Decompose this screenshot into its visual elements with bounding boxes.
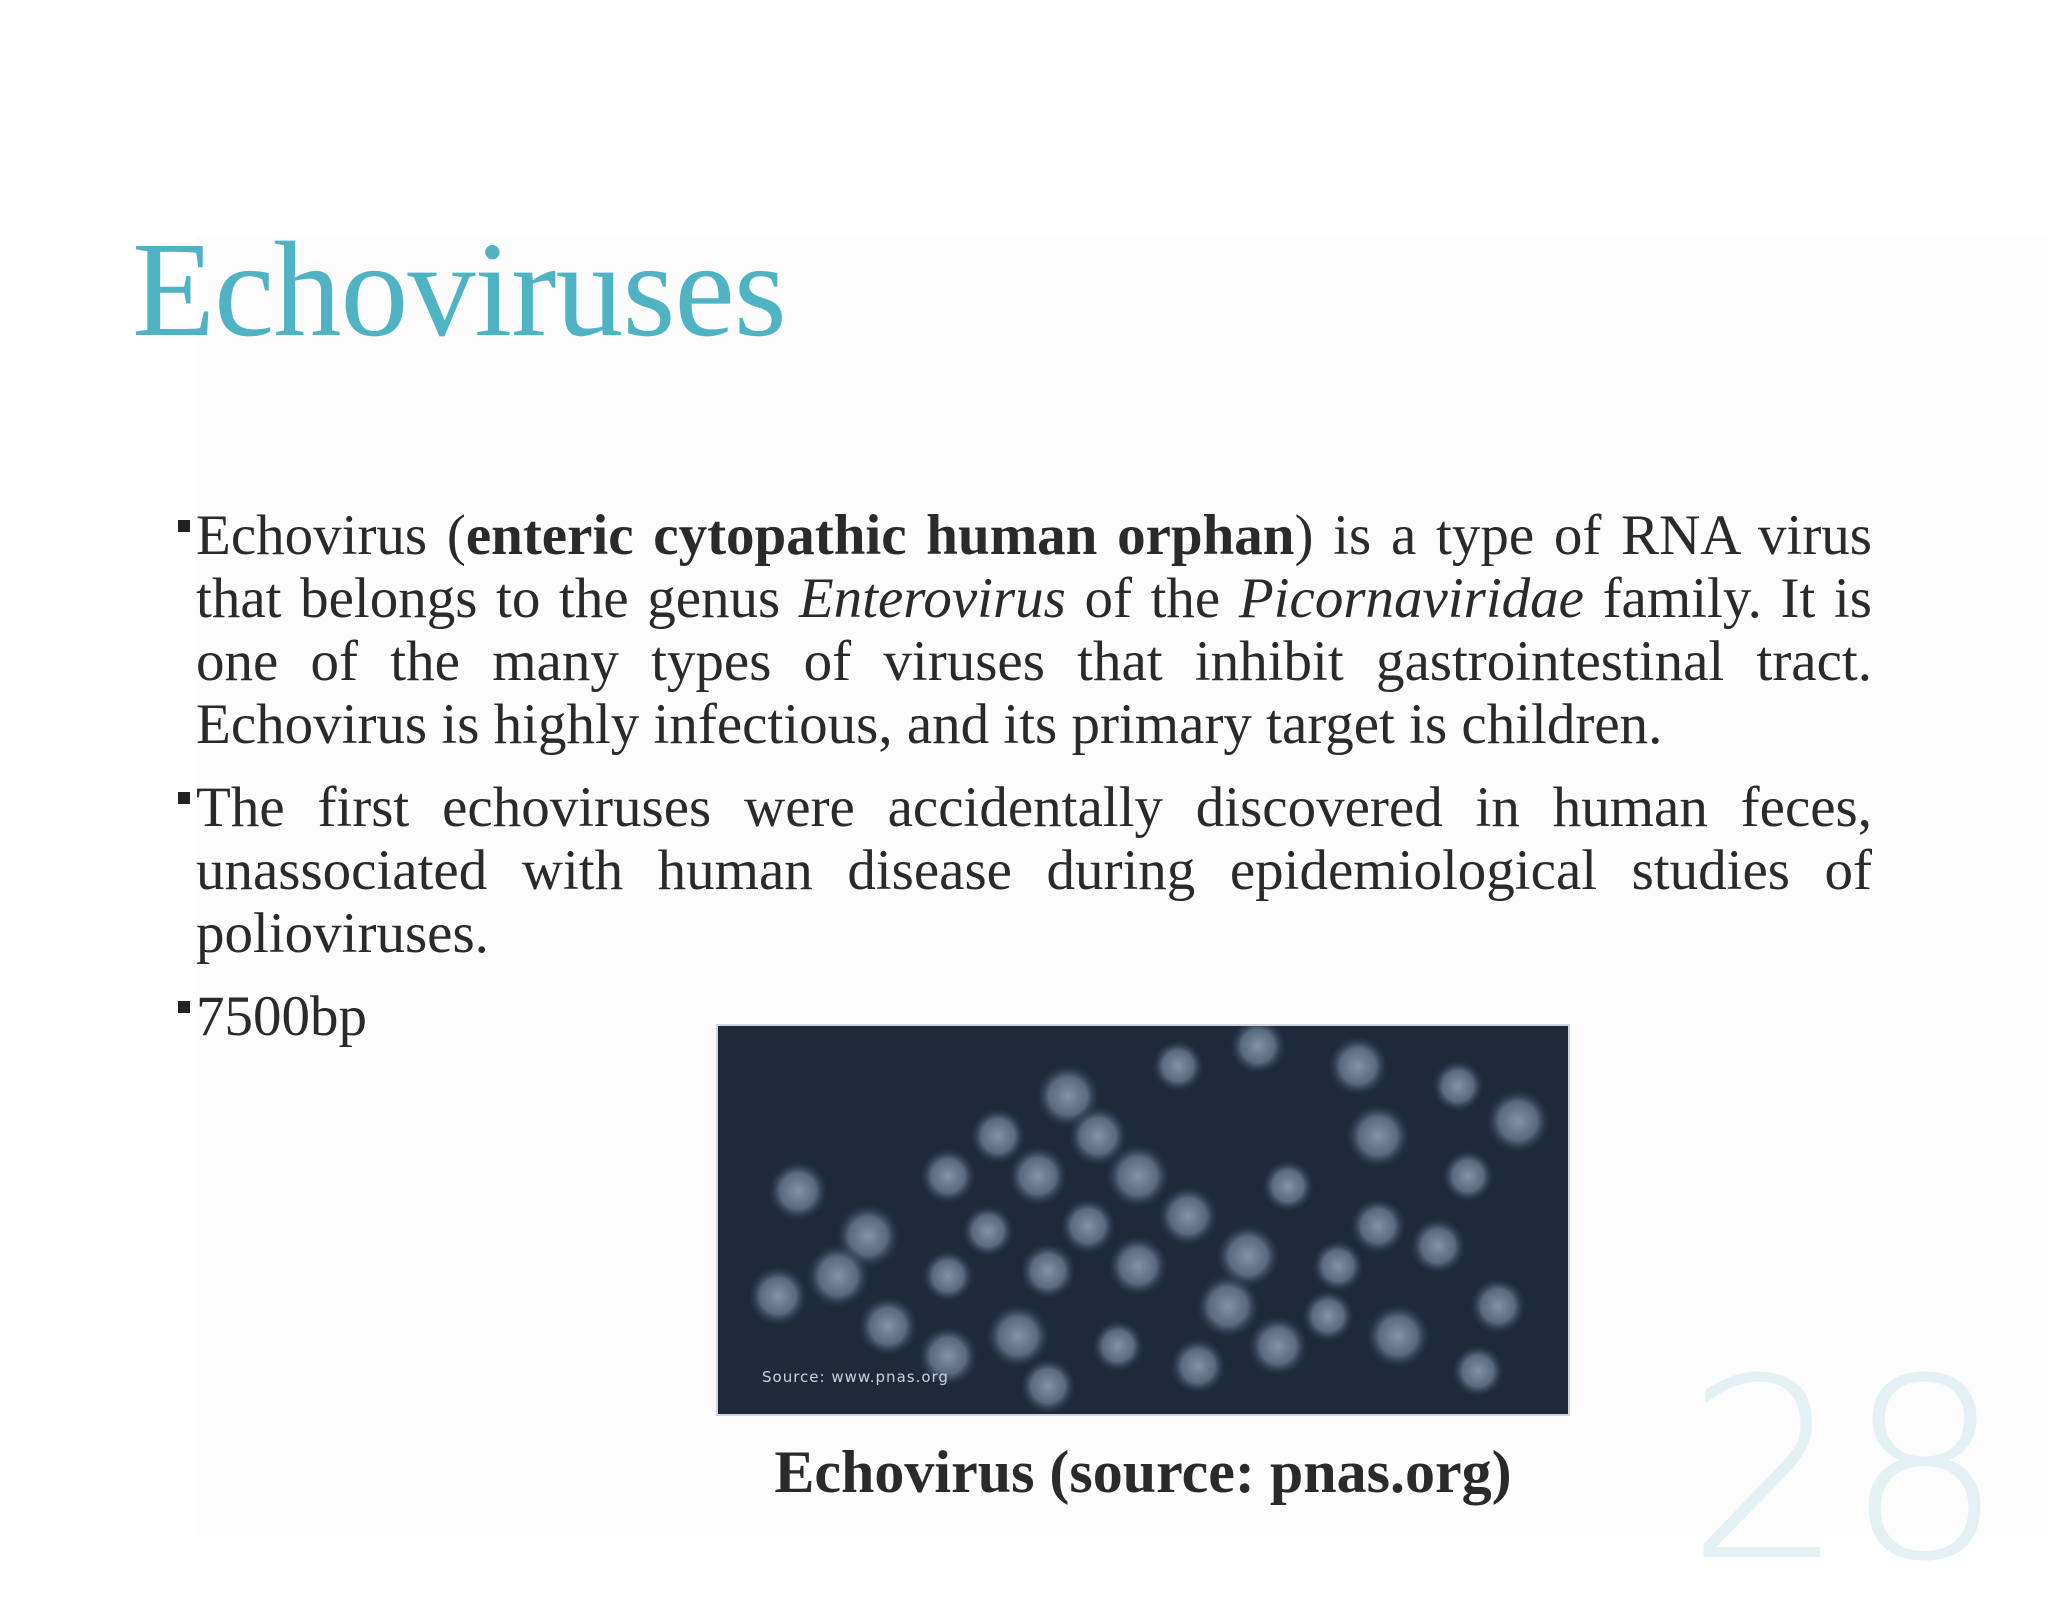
virus-particle <box>1170 1338 1226 1394</box>
virus-particle <box>1158 1186 1218 1246</box>
bullet-square-icon <box>178 1001 190 1013</box>
virus-particle <box>1432 1060 1484 1112</box>
virus-particle <box>1020 1243 1076 1299</box>
virus-particle <box>1152 1040 1204 1092</box>
virus-particle <box>1262 1160 1314 1212</box>
bullet-square-icon <box>178 520 190 532</box>
page-number: 28 <box>1686 1325 2005 1616</box>
slide-title: Echoviruses <box>132 215 786 365</box>
virus-particle <box>1312 1240 1364 1292</box>
virus-particle <box>768 1161 828 1221</box>
virus-particle <box>858 1296 918 1356</box>
virus-particle <box>1486 1089 1550 1153</box>
virus-particle <box>1108 1236 1168 1296</box>
bullet-list <box>176 504 1872 1068</box>
virus-particle <box>1060 1198 1116 1254</box>
bullet-text: Echovirus (enteric cytopathic human orphan) is a type of RNA virus that belongs to the genus Enterovirus of the Picornaviridae family. It is one of the many types of viruses that inhibit gastrointestinal tract. Echovirus is highly infectious, and its primary target is children. <box>196 504 1872 756</box>
echovirus-micrograph-image <box>716 1024 1570 1416</box>
virus-particle <box>1366 1304 1430 1368</box>
virus-particle <box>922 1250 974 1302</box>
virus-particle <box>986 1304 1050 1368</box>
virus-particle <box>1302 1290 1354 1342</box>
virus-particle <box>1092 1320 1144 1372</box>
virus-particle <box>962 1205 1014 1257</box>
virus-particle <box>748 1266 808 1326</box>
virus-particle <box>1248 1316 1308 1376</box>
virus-particle <box>1230 1026 1286 1074</box>
virus-particle <box>1452 1345 1504 1397</box>
virus-particle <box>1328 1036 1388 1096</box>
virus-particle <box>1410 1218 1466 1274</box>
micrograph-particles <box>718 1026 1568 1414</box>
virus-particle <box>1020 1358 1076 1414</box>
bullet-text: The first echoviruses were accidentally discovered in human feces, unassociated with human disease during epidemiological studies of polioviruses. <box>196 776 1872 965</box>
virus-particle <box>1346 1104 1410 1168</box>
bullet-square-icon <box>178 792 190 804</box>
figure-caption: Echovirus (source: pnas.org) <box>774 1439 1512 1505</box>
virus-particle <box>920 1148 976 1204</box>
virus-particle <box>1106 1144 1170 1208</box>
bullet-text: 7500bp <box>196 985 367 1048</box>
virus-particle <box>1442 1150 1494 1202</box>
virus-particle <box>1008 1146 1068 1206</box>
virus-particle <box>806 1244 870 1308</box>
bullet-item <box>176 504 1872 756</box>
virus-particle <box>1350 1198 1406 1254</box>
virus-particle <box>1470 1278 1526 1334</box>
virus-particle <box>1196 1274 1260 1338</box>
bullet-item <box>176 776 1872 965</box>
image-watermark: Source: www.pnas.org <box>762 1368 949 1386</box>
